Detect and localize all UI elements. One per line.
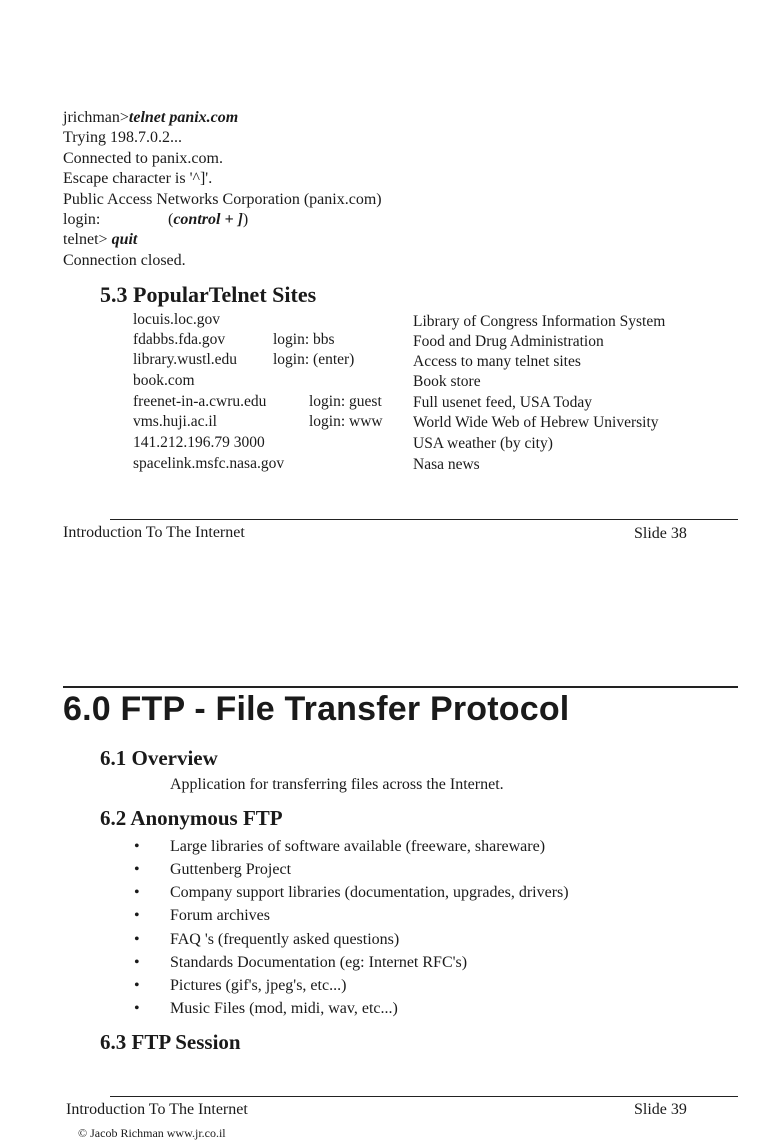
list-item: Company support libraries (documentation, upgrades, drivers) [170, 884, 569, 901]
site-host: freenet-in-a.cwru.edu [133, 393, 267, 410]
site-description: Food and Drug Administration [413, 333, 604, 350]
list-item: Large libraries of software available (freeware, shareware) [170, 838, 546, 855]
list-item: Music Files (mod, midi, wav, etc...) [170, 1000, 398, 1017]
site-host: fdabbs.fda.gov [133, 331, 226, 348]
bullet-dot: • [134, 954, 140, 971]
bullet-dot: • [134, 1000, 140, 1017]
terminal-line: Escape character is '^]'. [63, 170, 213, 187]
slide-number: Slide 39 [634, 1101, 687, 1118]
title-rule [63, 686, 738, 688]
site-description: Library of Congress Information System [413, 313, 666, 330]
paren-close: ) [242, 211, 249, 228]
site-description: Access to many telnet sites [413, 353, 581, 370]
terminal-line: Trying 198.7.0.2... [63, 129, 182, 146]
command-text: quit [111, 231, 138, 248]
prompt-text: jrichman> [63, 109, 129, 126]
key-combo-text: control + ] [173, 211, 243, 228]
section-heading: 6.2 Anonymous FTP [100, 806, 283, 830]
site-host: library.wustl.edu [133, 351, 238, 368]
site-description: Nasa news [413, 456, 480, 473]
section-heading: 6.1 Overview [100, 746, 218, 770]
key-combo [168, 210, 248, 230]
list-item: Forum archives [170, 907, 270, 924]
terminal-line [63, 230, 137, 250]
site-description: World Wide Web of Hebrew University [413, 414, 659, 431]
bullet-dot: • [134, 977, 140, 994]
list-item: Guttenberg Project [170, 861, 292, 878]
footer-title: Introduction To The Internet [63, 524, 245, 541]
prompt-text: telnet> [63, 231, 108, 248]
site-description: Book store [413, 373, 481, 390]
site-host: 141.212.196.79 3000 [133, 434, 265, 451]
terminal-line: Connection closed. [63, 252, 186, 269]
bullet-dot: • [134, 884, 140, 901]
bullet-dot: • [134, 861, 140, 878]
footer-rule [110, 519, 738, 520]
bullet-dot: • [134, 931, 140, 948]
site-description: USA weather (by city) [413, 435, 553, 452]
command-text: telnet panix.com [128, 109, 239, 126]
site-host: book.com [133, 372, 195, 389]
site-login: login: (enter) [273, 351, 355, 368]
terminal-line: Public Access Networks Corporation (panix.com) [63, 191, 382, 208]
list-item: FAQ 's (frequently asked questions) [170, 931, 400, 948]
terminal-line: login: [63, 211, 101, 228]
overview-text: Application for transferring files across the Internet. [170, 776, 504, 793]
terminal-line [63, 108, 238, 128]
site-host: spacelink.msfc.nasa.gov [133, 455, 285, 472]
paren-open: ( [168, 211, 174, 228]
list-item: Standards Documentation (eg: Internet RFC's) [170, 954, 468, 971]
page-title: 6.0 FTP - File Transfer Protocol [63, 690, 570, 728]
copyright-text: © Jacob Richman www.jr.co.il [78, 1126, 226, 1140]
site-host: vms.huji.ac.il [133, 413, 217, 430]
slide-number: Slide 38 [634, 525, 687, 542]
site-description: Full usenet feed, USA Today [413, 394, 593, 411]
site-host: locuis.loc.gov [133, 311, 220, 328]
footer-title: Introduction To The Internet [66, 1101, 248, 1118]
terminal-line: Connected to panix.com. [63, 150, 223, 167]
section-heading: 6.3 FTP Session [100, 1030, 241, 1054]
site-login: login: bbs [273, 331, 335, 348]
site-login: login: www [309, 413, 383, 430]
bullet-dot: • [134, 907, 140, 924]
site-login: login: guest [309, 393, 382, 410]
bullet-dot: • [134, 838, 140, 855]
list-item: Pictures (gif's, jpeg's, etc...) [170, 977, 347, 994]
footer-rule [110, 1096, 738, 1097]
section-heading: 5.3 PopularTelnet Sites [100, 282, 317, 307]
